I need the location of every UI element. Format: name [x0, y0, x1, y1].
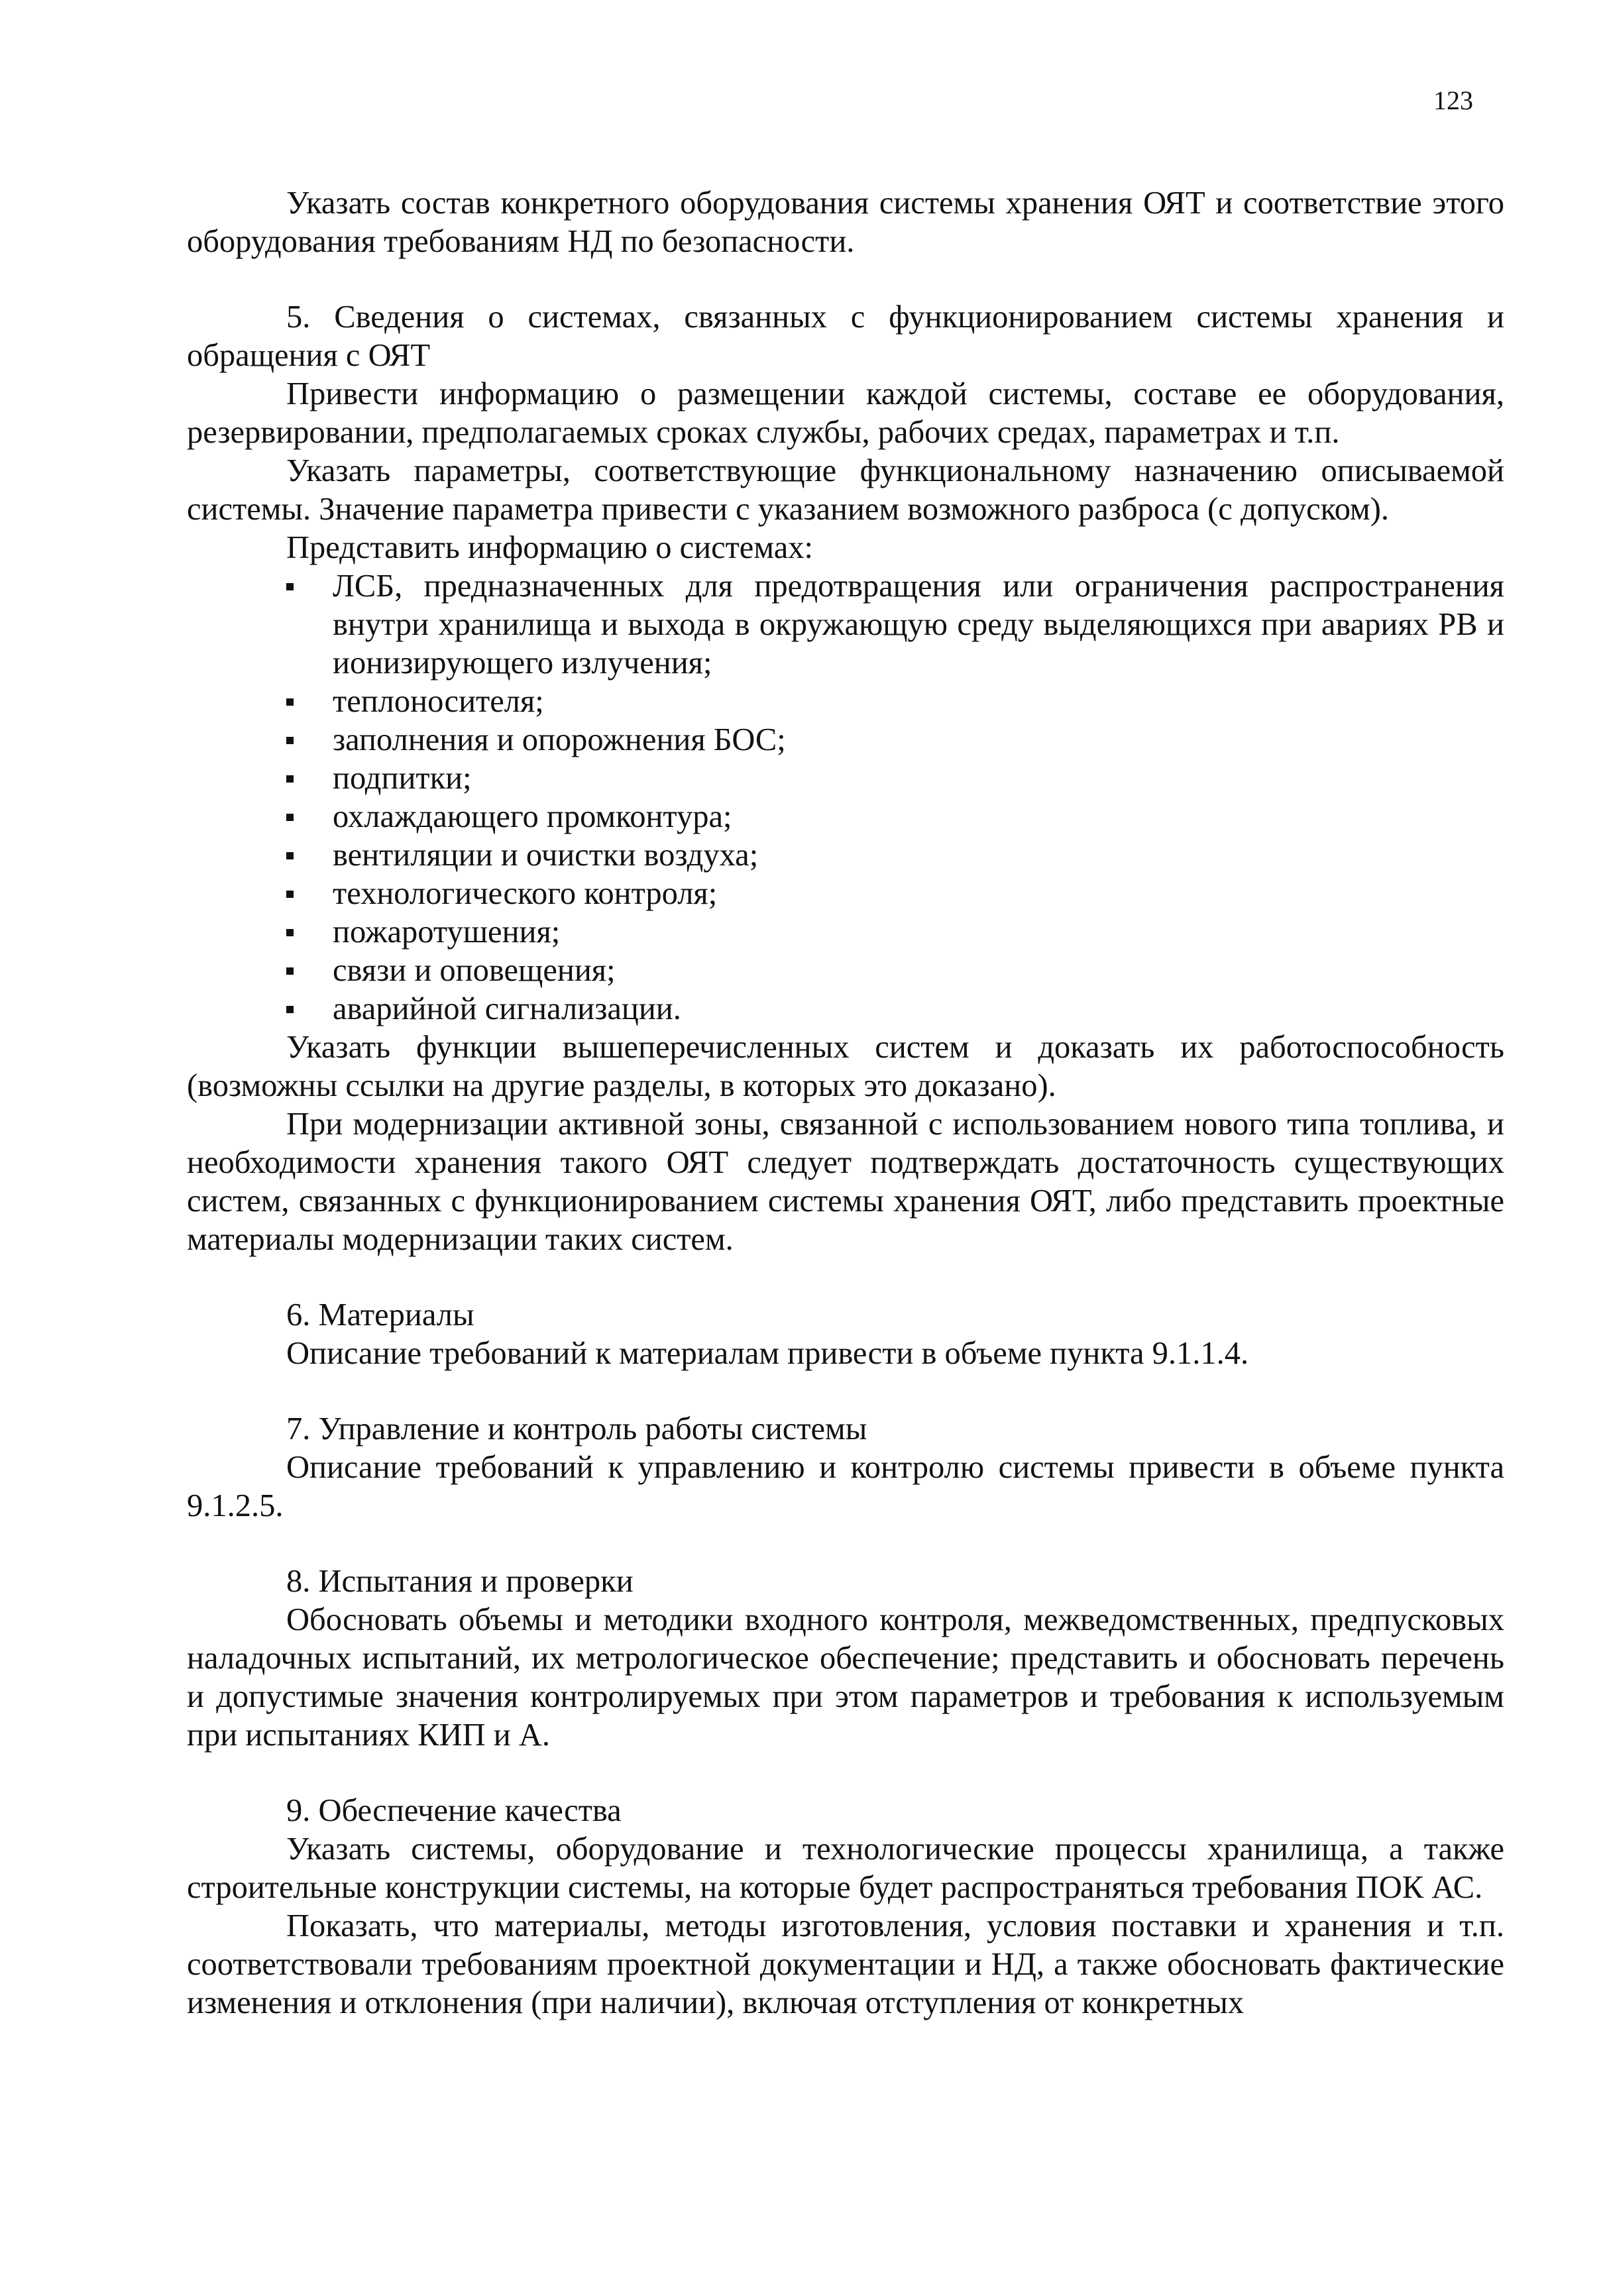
- section-8-paragraph-1: Обосновать объемы и методики входного контроля, межведомственных, предпусковых наладочных испытаний, их метрологическое обеспечение; представить и обосновать перечень и допустимые значения контролируемых при этом параметров и требования к используемым при испытаниях КИП и А.: [187, 1602, 1504, 1753]
- document-body: [187, 184, 1504, 2022]
- list-item: заполнения и опорожнения БОС;: [187, 721, 1504, 759]
- list-item: связи и оповещения;: [187, 952, 1504, 990]
- section-6-paragraph-1: Описание требований к материалам привести в объеме пункта 9.1.1.4.: [286, 1336, 1249, 1371]
- section-5-paragraph-3: Представить информацию о системах:: [286, 530, 813, 565]
- section-5-paragraph-5: При модернизации активной зоны, связанной с использованием нового типа топлива, и необходимости хранения такого ОЯТ следует подтверждать достаточность существующих систем, связанных с функционированием системы хранения ОЯТ, либо представить проектные материалы модернизации таких систем.: [187, 1107, 1504, 1257]
- section-5-paragraph-1: Привести информацию о размещении каждой системы, составе ее оборудования, резервировании, предполагаемых сроках службы, рабочих средах, параметрах и т.п.: [187, 376, 1504, 450]
- systems-list: [187, 567, 1504, 1028]
- section-5-paragraph-4: Указать функции вышеперечисленных систем и доказать их работоспособность (возможны ссылки на другие разделы, в которых это доказано).: [187, 1030, 1504, 1103]
- page-number: 123: [1433, 85, 1473, 115]
- list-item: пожаротушения;: [187, 913, 1504, 952]
- list-item: подпитки;: [187, 759, 1504, 798]
- section-5-paragraph-2: Указать параметры, соответствующие функциональному назначению описываемой системы. Значение параметра привести с указанием возможного разброса (с допуском).: [187, 453, 1504, 527]
- list-item: аварийной сигнализации.: [187, 990, 1504, 1028]
- list-item: теплоносителя;: [187, 683, 1504, 721]
- section-9-paragraph-2: Показать, что материалы, методы изготовления, условия поставки и хранения и т.п. соответствовали требованиям проектной документации и НД, а также обосновать фактические изменения и отклонения (при наличии), включая отступления от конкретных: [187, 1908, 1504, 2020]
- section-8-heading: 8. Испытания и проверки: [286, 1564, 634, 1599]
- section-7-paragraph-1: Описание требований к управлению и контролю системы привести в объеме пункта 9.1.2.5.: [187, 1450, 1504, 1523]
- list-item: охлаждающего промконтура;: [187, 798, 1504, 836]
- intro-paragraph: Указать состав конкретного оборудования системы хранения ОЯТ и соответствие этого оборудования требованиям НД по безопасности.: [187, 186, 1504, 259]
- section-9-heading: 9. Обеспечение качества: [286, 1793, 622, 1828]
- section-7-heading: 7. Управление и контроль работы системы: [286, 1411, 867, 1447]
- section-9-paragraph-1: Указать системы, оборудование и технологические процессы хранилища, а также строительные конструкции системы, на которые будет распространяться требования ПОК АС.: [187, 1831, 1504, 1905]
- section-6-heading: 6. Материалы: [286, 1297, 474, 1333]
- section-5-heading: 5. Сведения о системах, связанных с функционированием системы хранения и обращения с ОЯТ: [187, 300, 1504, 373]
- list-item: вентиляции и очистки воздуха;: [187, 836, 1504, 875]
- list-item: ЛСБ, предназначенных для предотвращения или ограничения распространения внутри хранилища и выхода в окружающую среду выделяющихся при авариях РВ и ионизирующего излучения;: [187, 567, 1504, 683]
- list-item: технологического контроля;: [187, 875, 1504, 913]
